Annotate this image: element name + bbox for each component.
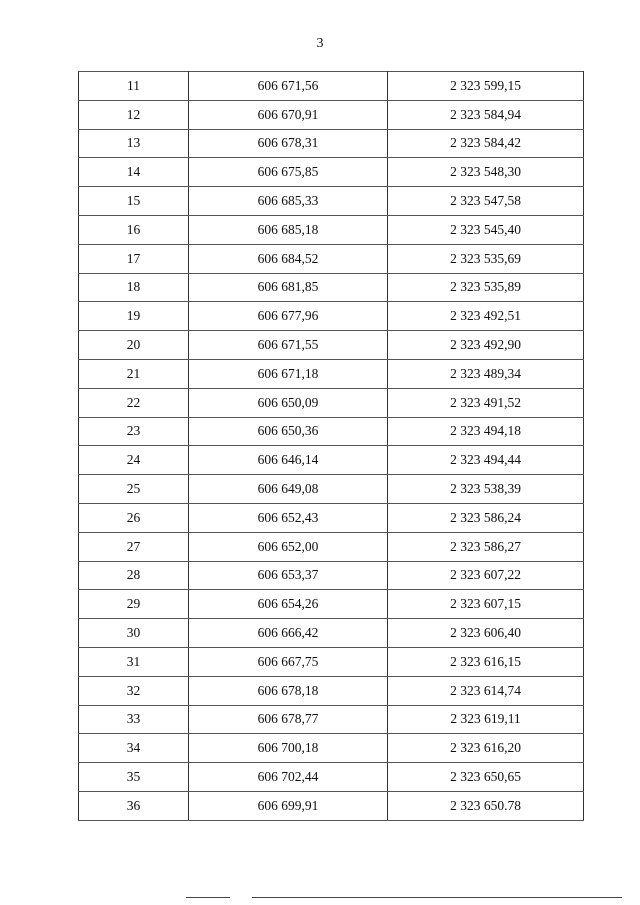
table-row bbox=[79, 676, 584, 705]
point-number-cell: 34 bbox=[79, 734, 189, 763]
table-row bbox=[79, 388, 584, 417]
table-row bbox=[79, 215, 584, 244]
y-coordinate-cell: 2 323 616,15 bbox=[388, 647, 584, 676]
point-number-cell: 29 bbox=[79, 590, 189, 619]
y-coordinate-cell: 2 323 599,15 bbox=[388, 72, 584, 101]
table-row bbox=[79, 561, 584, 590]
table-row bbox=[79, 302, 584, 331]
y-coordinate-cell: 2 323 538,39 bbox=[388, 475, 584, 504]
table-row bbox=[79, 647, 584, 676]
coordinates-table bbox=[78, 71, 584, 821]
table-row bbox=[79, 273, 584, 302]
x-coordinate-cell: 606 649,08 bbox=[189, 475, 388, 504]
x-coordinate-cell: 606 675,85 bbox=[189, 158, 388, 187]
x-coordinate-cell: 606 678,18 bbox=[189, 676, 388, 705]
y-coordinate-cell: 2 323 607,15 bbox=[388, 590, 584, 619]
point-number-cell: 24 bbox=[79, 446, 189, 475]
y-coordinate-cell: 2 323 586,24 bbox=[388, 503, 584, 532]
table-row bbox=[79, 763, 584, 792]
table-row bbox=[79, 734, 584, 763]
x-coordinate-cell: 606 670,91 bbox=[189, 100, 388, 129]
x-coordinate-cell: 606 684,52 bbox=[189, 244, 388, 273]
point-number-cell: 20 bbox=[79, 331, 189, 360]
table-row bbox=[79, 503, 584, 532]
point-number-cell: 21 bbox=[79, 359, 189, 388]
point-number-cell: 33 bbox=[79, 705, 189, 734]
point-number-cell: 22 bbox=[79, 388, 189, 417]
x-coordinate-cell: 606 650,09 bbox=[189, 388, 388, 417]
table-row bbox=[79, 532, 584, 561]
point-number-cell: 17 bbox=[79, 244, 189, 273]
y-coordinate-cell: 2 323 584,42 bbox=[388, 129, 584, 158]
table-row bbox=[79, 446, 584, 475]
point-number-cell: 27 bbox=[79, 532, 189, 561]
y-coordinate-cell: 2 323 584,94 bbox=[388, 100, 584, 129]
coordinates-table-body bbox=[79, 72, 584, 821]
y-coordinate-cell: 2 323 492,90 bbox=[388, 331, 584, 360]
y-coordinate-cell: 2 323 535,89 bbox=[388, 273, 584, 302]
point-number-cell: 19 bbox=[79, 302, 189, 331]
x-coordinate-cell: 606 681,85 bbox=[189, 273, 388, 302]
table-row bbox=[79, 705, 584, 734]
y-coordinate-cell: 2 323 607,22 bbox=[388, 561, 584, 590]
point-number-cell: 32 bbox=[79, 676, 189, 705]
y-coordinate-cell: 2 323 614,74 bbox=[388, 676, 584, 705]
x-coordinate-cell: 606 702,44 bbox=[189, 763, 388, 792]
point-number-cell: 18 bbox=[79, 273, 189, 302]
point-number-cell: 12 bbox=[79, 100, 189, 129]
point-number-cell: 13 bbox=[79, 129, 189, 158]
table-row bbox=[79, 158, 584, 187]
x-coordinate-cell: 606 671,55 bbox=[189, 331, 388, 360]
table-row bbox=[79, 475, 584, 504]
table-row bbox=[79, 590, 584, 619]
point-number-cell: 31 bbox=[79, 647, 189, 676]
point-number-cell: 36 bbox=[79, 791, 189, 820]
x-coordinate-cell: 606 653,37 bbox=[189, 561, 388, 590]
y-coordinate-cell: 2 323 545,40 bbox=[388, 215, 584, 244]
y-coordinate-cell: 2 323 535,69 bbox=[388, 244, 584, 273]
point-number-cell: 15 bbox=[79, 187, 189, 216]
table-row bbox=[79, 72, 584, 101]
point-number-cell: 28 bbox=[79, 561, 189, 590]
y-coordinate-cell: 2 323 650.78 bbox=[388, 791, 584, 820]
page-number: 3 bbox=[316, 36, 324, 51]
y-coordinate-cell: 2 323 586,27 bbox=[388, 532, 584, 561]
table-row bbox=[79, 331, 584, 360]
bottom-divider-short bbox=[186, 897, 230, 898]
point-number-cell: 23 bbox=[79, 417, 189, 446]
point-number-cell: 11 bbox=[79, 72, 189, 101]
x-coordinate-cell: 606 650,36 bbox=[189, 417, 388, 446]
x-coordinate-cell: 606 652,43 bbox=[189, 503, 388, 532]
table-row bbox=[79, 791, 584, 820]
bottom-divider-long bbox=[252, 897, 622, 898]
point-number-cell: 26 bbox=[79, 503, 189, 532]
x-coordinate-cell: 606 667,75 bbox=[189, 647, 388, 676]
x-coordinate-cell: 606 666,42 bbox=[189, 619, 388, 648]
x-coordinate-cell: 606 678,31 bbox=[189, 129, 388, 158]
x-coordinate-cell: 606 685,18 bbox=[189, 215, 388, 244]
y-coordinate-cell: 2 323 619,11 bbox=[388, 705, 584, 734]
y-coordinate-cell: 2 323 547,58 bbox=[388, 187, 584, 216]
table-row bbox=[79, 187, 584, 216]
y-coordinate-cell: 2 323 494,44 bbox=[388, 446, 584, 475]
table-row bbox=[79, 359, 584, 388]
table-row bbox=[79, 619, 584, 648]
x-coordinate-cell: 606 646,14 bbox=[189, 446, 388, 475]
y-coordinate-cell: 2 323 491,52 bbox=[388, 388, 584, 417]
x-coordinate-cell: 606 699,91 bbox=[189, 791, 388, 820]
y-coordinate-cell: 2 323 650,65 bbox=[388, 763, 584, 792]
y-coordinate-cell: 2 323 489,34 bbox=[388, 359, 584, 388]
y-coordinate-cell: 2 323 616,20 bbox=[388, 734, 584, 763]
point-number-cell: 35 bbox=[79, 763, 189, 792]
x-coordinate-cell: 606 671,18 bbox=[189, 359, 388, 388]
table-row bbox=[79, 244, 584, 273]
x-coordinate-cell: 606 671,56 bbox=[189, 72, 388, 101]
x-coordinate-cell: 606 652,00 bbox=[189, 532, 388, 561]
x-coordinate-cell: 606 685,33 bbox=[189, 187, 388, 216]
y-coordinate-cell: 2 323 492,51 bbox=[388, 302, 584, 331]
x-coordinate-cell: 606 700,18 bbox=[189, 734, 388, 763]
y-coordinate-cell: 2 323 548,30 bbox=[388, 158, 584, 187]
y-coordinate-cell: 2 323 606,40 bbox=[388, 619, 584, 648]
point-number-cell: 14 bbox=[79, 158, 189, 187]
point-number-cell: 16 bbox=[79, 215, 189, 244]
x-coordinate-cell: 606 677,96 bbox=[189, 302, 388, 331]
point-number-cell: 25 bbox=[79, 475, 189, 504]
table-row bbox=[79, 417, 584, 446]
x-coordinate-cell: 606 654,26 bbox=[189, 590, 388, 619]
x-coordinate-cell: 606 678,77 bbox=[189, 705, 388, 734]
y-coordinate-cell: 2 323 494,18 bbox=[388, 417, 584, 446]
point-number-cell: 30 bbox=[79, 619, 189, 648]
table-row bbox=[79, 129, 584, 158]
table-row bbox=[79, 100, 584, 129]
